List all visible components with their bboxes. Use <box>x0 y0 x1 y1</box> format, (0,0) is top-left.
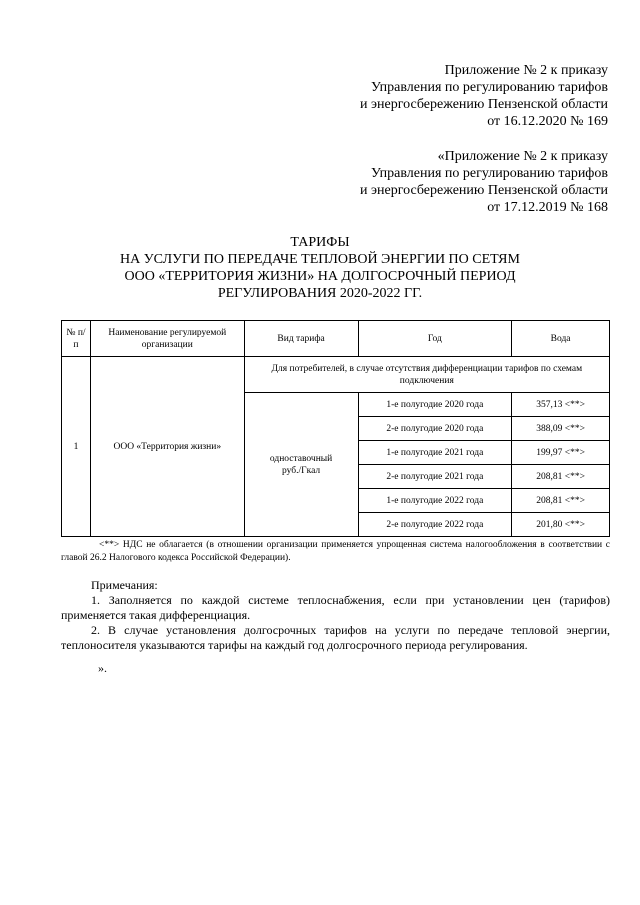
appendix-line: и энергосбережению Пензенской области <box>360 183 608 198</box>
appendix-line: от 16.12.2020 № 169 <box>487 114 608 129</box>
organization-name: ООО «Территория жизни» <box>90 357 244 537</box>
notes-heading: Примечания: <box>91 578 158 592</box>
table-subheader-row <box>62 357 610 393</box>
value-cell: 208,81 <**> <box>512 489 610 513</box>
period-cell: 2-е полугодие 2020 года <box>358 417 512 441</box>
appendix-header-previous <box>360 148 608 216</box>
appendix-line: Управления по регулированию тарифов <box>370 166 608 181</box>
tariff-type <box>244 393 358 537</box>
period-cell: 1-е полугодие 2021 года <box>358 441 512 465</box>
header-num: № п/п <box>62 321 91 357</box>
value-cell: 357,13 <**> <box>512 393 610 417</box>
value-cell: 199,97 <**> <box>512 441 610 465</box>
appendix-header-current <box>360 62 608 130</box>
appendix-line: Управления по регулированию тарифов <box>370 80 608 95</box>
period-cell: 2-е полугодие 2021 года <box>358 465 512 489</box>
header-type: Вид тарифа <box>244 321 358 357</box>
closing-quote: ». <box>98 661 107 675</box>
header-year: Год <box>358 321 512 357</box>
document-title <box>0 234 640 302</box>
consumer-subheader: Для потребителей, в случае отсутствия дифференциации тарифов по схемам подключения <box>244 357 609 393</box>
appendix-line: Приложение № 2 к приказу <box>444 63 608 78</box>
appendix-line: «Приложение № 2 к приказу <box>437 149 608 164</box>
tariff-table <box>61 320 610 537</box>
row-number: 1 <box>62 357 91 537</box>
table-header-row <box>62 321 610 357</box>
notes-section <box>61 578 610 653</box>
appendix-line: и энергосбережению Пензенской области <box>360 97 608 112</box>
header-org: Наименование регулируемой организации <box>90 321 244 357</box>
period-cell: 1-е полугодие 2020 года <box>358 393 512 417</box>
tariff-type-label: одноставочный руб./Гкал <box>269 453 333 476</box>
title-line: ООО «ТЕРРИТОРИЯ ЖИЗНИ» НА ДОЛГОСРОЧНЫЙ ПЕРИОД <box>124 269 516 284</box>
header-water: Вода <box>512 321 610 357</box>
note-item: 1. Заполняется по каждой системе теплоснабжения, если при установлении цен (тарифов) применяется такая дифференциация. <box>61 593 610 622</box>
period-cell: 1-е полугодие 2022 года <box>358 489 512 513</box>
period-cell: 2-е полугодие 2022 года <box>358 513 512 537</box>
title-line: РЕГУЛИРОВАНИЯ 2020-2022 ГГ. <box>217 286 423 301</box>
value-cell: 201,80 <**> <box>512 513 610 537</box>
vat-footnote: <**> НДС не облагается (в отношении организации применяется упрощенная система налогообложения в соответствии с главой 26.2 Налогового кодекса Российской Федерации). <box>61 540 610 563</box>
note-item: 2. В случае установления долгосрочных тарифов на услуги по передаче тепловой энергии, теплоносителя указываются тарифы на каждый год долгосрочного периода регулирования. <box>61 623 610 652</box>
appendix-line: от 17.12.2019 № 168 <box>487 200 608 215</box>
value-cell: 208,81 <**> <box>512 465 610 489</box>
value-cell: 388,09 <**> <box>512 417 610 441</box>
title-line: НА УСЛУГИ ПО ПЕРЕДАЧЕ ТЕПЛОВОЙ ЭНЕРГИИ ПО СЕТЯМ <box>120 252 520 267</box>
title-line: ТАРИФЫ <box>290 235 350 250</box>
